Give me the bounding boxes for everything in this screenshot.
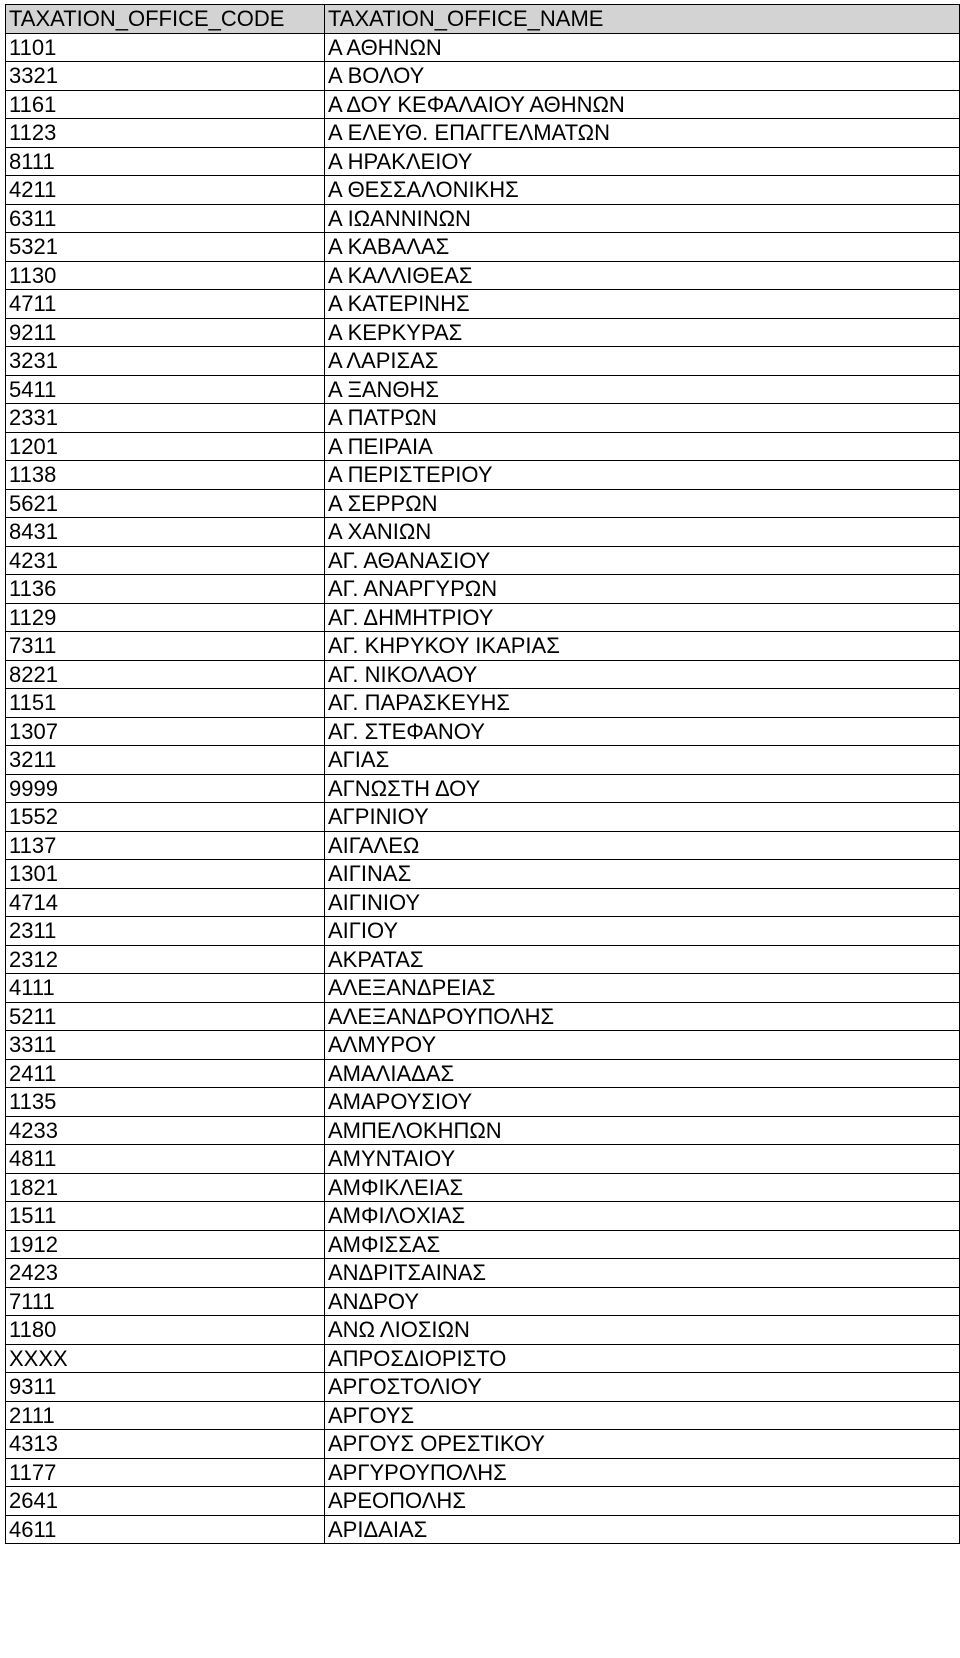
office-name-cell[interactable]: ΑΓΙΑΣ xyxy=(325,746,960,775)
table-row xyxy=(6,233,960,262)
office-name-cell[interactable]: ΑΓΝΩΣΤΗ ΔΟΥ xyxy=(325,774,960,803)
table-row xyxy=(6,1344,960,1373)
table-row xyxy=(6,945,960,974)
office-code-cell[interactable]: 1137 xyxy=(6,831,325,860)
table-row xyxy=(6,62,960,91)
office-code-cell[interactable]: 7111 xyxy=(6,1287,325,1316)
table-row xyxy=(6,461,960,490)
office-code-cell[interactable]: 5211 xyxy=(6,1002,325,1031)
table-row xyxy=(6,1373,960,1402)
office-name-cell[interactable]: ΑΛΕΞΑΝΔΡΕΙΑΣ xyxy=(325,974,960,1003)
office-name-cell[interactable]: ΑΙΓΙΝΑΣ xyxy=(325,860,960,889)
office-name-cell[interactable]: ΑΙΓΙΝΙΟΥ xyxy=(325,888,960,917)
table-row xyxy=(6,1173,960,1202)
office-code-cell[interactable]: 2311 xyxy=(6,917,325,946)
table-row xyxy=(6,90,960,119)
office-code-cell[interactable]: 1821 xyxy=(6,1173,325,1202)
office-code-cell[interactable]: 1151 xyxy=(6,689,325,718)
office-name-cell[interactable]: Α ΚΕΡΚΥΡΑΣ xyxy=(325,318,960,347)
office-name-cell[interactable]: ΑΡΓΟΣΤΟΛΙΟΥ xyxy=(325,1373,960,1402)
office-code-cell[interactable]: 2312 xyxy=(6,945,325,974)
office-name-cell[interactable]: ΑΚΡΑΤΑΣ xyxy=(325,945,960,974)
office-name-cell[interactable]: Α ΙΩΑΝΝΙΝΩΝ xyxy=(325,204,960,233)
office-name-cell[interactable]: ΑΜΦΙΚΛΕΙΑΣ xyxy=(325,1173,960,1202)
office-code-cell[interactable]: 4231 xyxy=(6,546,325,575)
office-name-cell[interactable]: ΑΓ. ΚΗΡΥΚΟΥ ΙΚΑΡΙΑΣ xyxy=(325,632,960,661)
office-code-cell[interactable]: 1161 xyxy=(6,90,325,119)
office-name-cell[interactable]: Α ΠΕΡΙΣΤΕΡΙΟΥ xyxy=(325,461,960,490)
office-code-cell[interactable]: 5411 xyxy=(6,375,325,404)
office-name-cell[interactable]: Α ΚΑΤΕΡΙΝΗΣ xyxy=(325,290,960,319)
table-row xyxy=(6,204,960,233)
table-row xyxy=(6,1401,960,1430)
office-code-cell[interactable]: 8111 xyxy=(6,147,325,176)
office-name-cell[interactable]: ΑΡΕΟΠΟΛΗΣ xyxy=(325,1487,960,1516)
table-row xyxy=(6,1458,960,1487)
office-name-cell[interactable]: ΑΡΙΔΑΙΑΣ xyxy=(325,1515,960,1544)
table-row xyxy=(6,888,960,917)
table-row xyxy=(6,290,960,319)
header-row xyxy=(6,5,960,34)
office-name-cell[interactable]: Α ΕΛΕΥΘ. ΕΠΑΓΓΕΛΜΑΤΩΝ xyxy=(325,119,960,148)
office-name-cell[interactable]: ΑΜΦΙΛΟΧΙΑΣ xyxy=(325,1202,960,1231)
column-header-name[interactable]: TAXATION_OFFICE_NAME xyxy=(325,5,960,34)
table-row xyxy=(6,119,960,148)
table-row xyxy=(6,1145,960,1174)
table-row xyxy=(6,404,960,433)
table-row xyxy=(6,860,960,889)
table-row xyxy=(6,347,960,376)
table-row xyxy=(6,518,960,547)
office-code-cell[interactable]: 1135 xyxy=(6,1088,325,1117)
office-code-cell[interactable]: 4313 xyxy=(6,1430,325,1459)
table-row xyxy=(6,1059,960,1088)
office-code-cell[interactable]: 2111 xyxy=(6,1401,325,1430)
office-code-cell[interactable]: 9999 xyxy=(6,774,325,803)
office-code-cell[interactable]: 4711 xyxy=(6,290,325,319)
office-code-cell[interactable]: 1307 xyxy=(6,717,325,746)
office-name-cell[interactable]: Α ΚΑΛΛΙΘΕΑΣ xyxy=(325,261,960,290)
column-header-code[interactable]: TAXATION_OFFICE_CODE xyxy=(6,5,325,34)
office-name-cell[interactable]: Α ΣΕΡΡΩΝ xyxy=(325,489,960,518)
office-name-cell[interactable]: ΑΜΑΡΟΥΣΙΟΥ xyxy=(325,1088,960,1117)
table-row xyxy=(6,318,960,347)
office-code-cell[interactable]: 1511 xyxy=(6,1202,325,1231)
table-row xyxy=(6,746,960,775)
table-row xyxy=(6,1088,960,1117)
table-row xyxy=(6,1031,960,1060)
table-row xyxy=(6,147,960,176)
office-code-cell[interactable]: 1101 xyxy=(6,33,325,62)
table-row xyxy=(6,1287,960,1316)
table-row xyxy=(6,974,960,1003)
office-code-cell[interactable]: 8221 xyxy=(6,660,325,689)
office-name-cell[interactable]: ΑΓ. ΝΙΚΟΛΑΟΥ xyxy=(325,660,960,689)
office-name-cell[interactable]: ΑΜΠΕΛΟΚΗΠΩΝ xyxy=(325,1116,960,1145)
office-code-cell[interactable]: XXXX xyxy=(6,1344,325,1373)
table-row xyxy=(6,1259,960,1288)
office-name-cell[interactable]: Α ΗΡΑΚΛΕΙΟΥ xyxy=(325,147,960,176)
office-name-cell[interactable]: ΑΜΑΛΙΑΔΑΣ xyxy=(325,1059,960,1088)
table-row xyxy=(6,917,960,946)
office-code-cell[interactable]: 8431 xyxy=(6,518,325,547)
office-code-cell[interactable]: 9211 xyxy=(6,318,325,347)
table-row xyxy=(6,1202,960,1231)
office-name-cell[interactable]: ΑΝΔΡΙΤΣΑΙΝΑΣ xyxy=(325,1259,960,1288)
office-name-cell[interactable]: Α ΠΑΤΡΩΝ xyxy=(325,404,960,433)
office-code-cell[interactable]: 7311 xyxy=(6,632,325,661)
office-code-cell[interactable]: 2641 xyxy=(6,1487,325,1516)
office-name-cell[interactable]: ΑΛΕΞΑΝΔΡΟΥΠΟΛΗΣ xyxy=(325,1002,960,1031)
office-code-cell[interactable]: 1138 xyxy=(6,461,325,490)
office-code-cell[interactable]: 1136 xyxy=(6,575,325,604)
office-code-cell[interactable]: 1123 xyxy=(6,119,325,148)
office-name-cell[interactable]: ΑΓ. ΣΤΕΦΑΝΟΥ xyxy=(325,717,960,746)
office-code-cell[interactable]: 1129 xyxy=(6,603,325,632)
office-name-cell[interactable]: ΑΜΥΝΤΑΙΟΥ xyxy=(325,1145,960,1174)
office-code-cell[interactable]: 3211 xyxy=(6,746,325,775)
table-row xyxy=(6,432,960,461)
office-code-cell[interactable]: 1912 xyxy=(6,1230,325,1259)
office-code-cell[interactable]: 4611 xyxy=(6,1515,325,1544)
office-name-cell[interactable]: Α ΚΑΒΑΛΑΣ xyxy=(325,233,960,262)
office-code-cell[interactable]: 1180 xyxy=(6,1316,325,1345)
office-name-cell[interactable]: ΑΜΦΙΣΣΑΣ xyxy=(325,1230,960,1259)
office-name-cell[interactable]: ΑΙΓΙΟΥ xyxy=(325,917,960,946)
office-name-cell[interactable]: Α ΧΑΝΙΩΝ xyxy=(325,518,960,547)
taxation-office-table xyxy=(5,4,960,1544)
table-row xyxy=(6,632,960,661)
office-name-cell[interactable]: ΑΝΔΡΟΥ xyxy=(325,1287,960,1316)
office-name-cell[interactable]: ΑΝΩ ΛΙΟΣΙΩΝ xyxy=(325,1316,960,1345)
office-code-cell[interactable]: 1177 xyxy=(6,1458,325,1487)
table-row xyxy=(6,375,960,404)
office-code-cell[interactable]: 1130 xyxy=(6,261,325,290)
table-row xyxy=(6,1002,960,1031)
office-code-cell[interactable]: 3321 xyxy=(6,62,325,91)
table-row xyxy=(6,1487,960,1516)
office-code-cell[interactable]: 4211 xyxy=(6,176,325,205)
table-row xyxy=(6,717,960,746)
office-name-cell[interactable]: Α ΑΘΗΝΩΝ xyxy=(325,33,960,62)
office-name-cell[interactable]: ΑΡΓΟΥΣ xyxy=(325,1401,960,1430)
office-name-cell[interactable]: ΑΡΓΟΥΣ ΟΡΕΣΤΙΚΟΥ xyxy=(325,1430,960,1459)
office-code-cell[interactable]: 9311 xyxy=(6,1373,325,1402)
table-row xyxy=(6,1515,960,1544)
office-name-cell[interactable]: ΑΓΡΙΝΙΟΥ xyxy=(325,803,960,832)
office-code-cell[interactable]: 2423 xyxy=(6,1259,325,1288)
office-name-cell[interactable]: ΑΓ. ΑΘΑΝΑΣΙΟΥ xyxy=(325,546,960,575)
table-row xyxy=(6,774,960,803)
office-code-cell[interactable]: 6311 xyxy=(6,204,325,233)
office-code-cell[interactable]: 5321 xyxy=(6,233,325,262)
office-code-cell[interactable]: 4111 xyxy=(6,974,325,1003)
office-code-cell[interactable]: 2331 xyxy=(6,404,325,433)
office-code-cell[interactable]: 1201 xyxy=(6,432,325,461)
office-name-cell[interactable]: Α ΔΟΥ ΚΕΦΑΛΑΙΟΥ ΑΘΗΝΩΝ xyxy=(325,90,960,119)
office-code-cell[interactable]: 1552 xyxy=(6,803,325,832)
office-name-cell[interactable]: Α ΒΟΛΟΥ xyxy=(325,62,960,91)
table-row xyxy=(6,261,960,290)
office-name-cell[interactable]: ΑΓ. ΔΗΜΗΤΡΙΟΥ xyxy=(325,603,960,632)
office-code-cell[interactable]: 4714 xyxy=(6,888,325,917)
table-row xyxy=(6,1430,960,1459)
office-name-cell[interactable]: Α ΘΕΣΣΑΛΟΝΙΚΗΣ xyxy=(325,176,960,205)
office-name-cell[interactable]: ΑΡΓΥΡΟΥΠΟΛΗΣ xyxy=(325,1458,960,1487)
table-row xyxy=(6,603,960,632)
table-row xyxy=(6,176,960,205)
table-row xyxy=(6,1316,960,1345)
office-name-cell[interactable]: ΑΛΜΥΡΟΥ xyxy=(325,1031,960,1060)
table-row xyxy=(6,489,960,518)
table-row xyxy=(6,689,960,718)
office-name-cell[interactable]: Α ΛΑΡΙΣΑΣ xyxy=(325,347,960,376)
table-row xyxy=(6,33,960,62)
spreadsheet xyxy=(5,4,959,1544)
office-code-cell[interactable]: 1301 xyxy=(6,860,325,889)
office-name-cell[interactable]: ΑΓ. ΠΑΡΑΣΚΕΥΗΣ xyxy=(325,689,960,718)
table-row xyxy=(6,660,960,689)
office-name-cell[interactable]: ΑΠΡΟΣΔΙΟΡΙΣΤΟ xyxy=(325,1344,960,1373)
office-name-cell[interactable]: Α ΞΑΝΘΗΣ xyxy=(325,375,960,404)
office-name-cell[interactable]: ΑΙΓΑΛΕΩ xyxy=(325,831,960,860)
office-code-cell[interactable]: 4811 xyxy=(6,1145,325,1174)
table-row xyxy=(6,575,960,604)
office-code-cell[interactable]: 3231 xyxy=(6,347,325,376)
office-code-cell[interactable]: 4233 xyxy=(6,1116,325,1145)
table-row xyxy=(6,1230,960,1259)
office-name-cell[interactable]: ΑΓ. ΑΝΑΡΓΥΡΩΝ xyxy=(325,575,960,604)
table-row xyxy=(6,546,960,575)
office-name-cell[interactable]: Α ΠΕΙΡΑΙΑ xyxy=(325,432,960,461)
office-code-cell[interactable]: 3311 xyxy=(6,1031,325,1060)
table-body xyxy=(6,33,960,1544)
table-row xyxy=(6,831,960,860)
table-row xyxy=(6,1116,960,1145)
office-code-cell[interactable]: 5621 xyxy=(6,489,325,518)
office-code-cell[interactable]: 2411 xyxy=(6,1059,325,1088)
table-row xyxy=(6,803,960,832)
